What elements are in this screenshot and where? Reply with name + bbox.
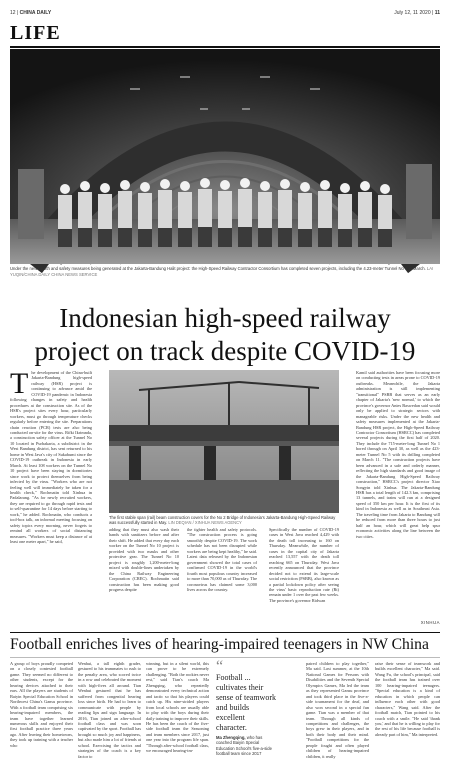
secondary-photo bbox=[109, 370, 339, 513]
masthead-left bbox=[10, 10, 51, 16]
photo-credit: LAI YUQIN/CHINA DAILY CHINA NEWS SERVICE bbox=[10, 266, 434, 277]
secondary-photo-caption bbox=[109, 515, 339, 526]
article-column-4 bbox=[269, 527, 339, 603]
masthead bbox=[10, 8, 440, 20]
drop-cap: T bbox=[10, 367, 29, 400]
lead-photo-caption bbox=[10, 266, 440, 277]
secondary-caption-text: The first stable span (rail) beam construction covers for the No 2 Bridge of Indonesia's Jakarta-Bandung High-Speed Railway was successfully started in May. bbox=[109, 515, 336, 526]
article-body bbox=[10, 367, 440, 632]
column-2-text: adding that they must also wash their hands with sanitizers before and after their shift. He added that every day each worker on the Tunnel No 10 project is provided with two masks and other protective gear. The Tunnel No 10 project is roughly 1,200-meter-long mixed with double-lines undertaken by the China Railway Engineering Corporation (CREC). Rochmatin said construction has been making good progress despite bbox=[109, 527, 179, 592]
article-2-headline: Football enriches lives of hearing-impaired teenagers in NW China bbox=[10, 636, 429, 653]
issue-date: July 12, 11 2020 bbox=[394, 10, 431, 16]
article-2-column-5 bbox=[375, 661, 440, 737]
article-column-5 bbox=[356, 370, 440, 539]
article-byline: XINHUA bbox=[420, 620, 440, 625]
column-5-text: Kamil said authorities have been focusing more on conducting tests in areas prone to COVID-19 outbreaks. Meanwhile, the Jakarta administration is still implementing "transitional" PSBB that serves as an early chapter of Jakarta's 'new normal,' to which the province's governor Anies Baswedan said would only be applied to strategic sectors with manageable risks. Under the new health and safety measures implemented at the Jakarta-Bandung HSR project, the High-Speed Railway Contractor Consortium (HSRCC) has completed several projects during the first half of 2020. They include the 715-meter-long Tunnel No 1 bored through on April 30, as well as the 423-meter Tunnel No 5 with its drilling completed on March 11. "The construction projects have been advanced in a safe and orderly manner, reflecting the high standards and good image of the Jakarta-Bandung High-Speed Railway construction," HSRCC's project director Xiao Songyin told Xinhua. The Jakarta-Bandung HSR has a total length of 142.3 km, comprising 13 tunnels, and trains will run at a designed speed of 350 km per hour. It is the first of its kind in Indonesia as well as in Southeast Asia. The traveling time from Jakarta to Bandung will be reduced from more than three hours to just half an hour, which will great help spur economic activities along the line between the two cities. bbox=[356, 370, 440, 539]
article-2-body bbox=[10, 658, 440, 759]
page-number-right: 11 bbox=[434, 10, 440, 16]
headline-line-2: project on track despite COVID-19 bbox=[34, 336, 416, 366]
article-2-column-2 bbox=[78, 661, 141, 759]
article-2-rule bbox=[10, 657, 440, 658]
section-rule bbox=[10, 46, 440, 48]
headline-line-1: Indonesian high-speed railway bbox=[59, 303, 391, 333]
pull-quote-author: Ma Zhengqing, bbox=[216, 735, 246, 740]
caption-text: Under the new health and safety measures being generated at the Jakarta-Bandung Halit project: the High-Speed Railway Contractor Consortium has completed seven projects, including the 4.23-meter Tunnel No 5 in March. bbox=[10, 266, 426, 271]
article-headline bbox=[20, 302, 430, 368]
publication-name: CHINA DAILY bbox=[19, 10, 52, 16]
rail-beam-photo bbox=[109, 370, 339, 513]
pipe-divider: | bbox=[16, 10, 20, 16]
article-2-column-4 bbox=[306, 661, 369, 759]
masthead-right bbox=[394, 10, 440, 16]
secondary-photo-credit: LIN DEQIAN / XINHUA NEWS AGENCY bbox=[168, 520, 242, 526]
article-column-1 bbox=[10, 367, 92, 545]
article-2-column-4-text: paired children to play together," Ma said. Last summer, at the 10th National Games for Persons with Disabilities and the Seventh Special Olympics Games, Ma led the team as they represented Gansu province and took third place in the five-a-side tournament for the deaf, and also won second in a special fun game. Tian was a member of that team. Through all kinds of competitions and challenges, the boys grew in their players, and in both their body and their mind. "Football competitions for the people fought and often played children of hearing-impaired children, it really bbox=[306, 661, 369, 759]
pull-quote-attribution bbox=[216, 735, 276, 757]
page-number: 12 bbox=[10, 10, 16, 16]
article-2-column-3 bbox=[146, 661, 209, 754]
article-2-column-1 bbox=[10, 661, 73, 748]
article-2-column-5-text: raise their sense of teamwork and builds excellent character," Ma said. Wang Fu, the school's principal, said the football team has trained over 100 hearing-impaired teenagers. "Special education is a kind of education in which people can influence each other with good characters," Wang said. After the football match, Tian pointed to his coach with a smile. "He said 'thank you,' and that he is willing to play for the rest of his life because football is already part of him," Ma interpreted. bbox=[375, 661, 440, 737]
article-2-column-1-text: A group of boys proudly competed on a closely contested football game. They seemed no different to other students, except for the hearing devices attached to their ears. All the players are students of Baiyin Special Education School in Northwest China's Gansu province. With a football team comprising six hearing-impaired members, the team have together learned numerous skills and enjoyed their first football practice three years ago. After leaving their hometowns, they took up training with a teacher who bbox=[10, 661, 73, 748]
article-column-3 bbox=[187, 527, 257, 592]
pull-quote bbox=[216, 658, 276, 757]
pipe-divider: | bbox=[432, 10, 435, 16]
article-2-column-3-text: winning, but in a silent world, this can prove to be extremely challenging. "Both the rookies never rest," said Tian's coach Ma Zhengqing, who repeatedly demonstrated every technical action and tactic so that his players could catch up. His nine-strided players from local schools are usually able to play with the boys during their daily training to improve their skills. He has been the coach of the five-side football team the Seasoning and team members since 2017, just one year into the program life span. "Through after-school football class, we encouraged hearing-im- bbox=[146, 661, 210, 754]
column-4-text: Specifically the number of COVID-19 cases in West Java reached 4,429 with the death toll increasing to 160 on Thursday. Meanwhile, the number of cases in the capital city of Jakarta reached 13,557 with the death toll reaching 665 on Thursday. West Java recently announced that the province decided not to extend its large-scale social restriction (PSBB), also known as a partial lockdown policy after seeing the virus' basic reproduction rate (Rt) remain under 1 over the past few weeks. The province's governor Ridwan bbox=[269, 527, 339, 603]
pull-quote-author-detail: who has coached Baiyin Special Education School's five-a-side football team since 2017 bbox=[216, 735, 272, 757]
quote-mark-icon: “ bbox=[216, 658, 224, 675]
column-3-text: the tighter health and safety protocols. "The construction process is going smoothly despite COVID-19. The work schedule has not been disrupted while workers are being kept healthy," he said. Latest data released by the Indonesian government showed the total cases of confirmed COVID-19 in the world's fourth most populous country increased to more than 70,000 as of Thursday. The coronavirus has claimed some 3,000 lives across the country. bbox=[187, 527, 257, 592]
tunnel-group-photo bbox=[10, 49, 440, 264]
article-column-2 bbox=[109, 527, 179, 592]
article-2-column-2-text: Wenhui, a tall eighth grader, gestured to his teammates to rush to the penalty area, who scored twice in a row and celebrated the moment with high-fives all around. Tian Wenhui gestured that he has suffered from congenital hearing loss since birth. He had to learn to communicate with people by reading lips and sign language. In 2016, Tian joined an after-school football class and was soon captivated by the sport. Football has brought so much joy and happiness, but also made him a lot of friends at school. Exercising the tactics and strategies of the coach is a key factor to bbox=[78, 661, 141, 759]
section-title: LIFE bbox=[10, 22, 61, 44]
lead-photo bbox=[10, 49, 440, 264]
pull-quote-text: Football ... cultivates their sense of teamwork and builds excellent character. bbox=[216, 673, 276, 732]
column-1-text: he development of the China-built Jakarta-Bandung high-speed railway (HSR) project is continuing to advance amid the COVID-19 pandemic in Indonesia following changes in safety and health procedures at the construction site. As of the HSR's project sites every hour, particularly workers, must go through temperature checks regularly before entering the site. Preparations chain reaction (PCR) tests are also being conducted on-site for the virus. Rifki Ikrimnda, a construction safety officer at the Tunnel No 10 located in Purbakarta, a subdistrict in the West Bandung district, has sent returned to his home in West Java's city of Sukabumi since the COVID-19 outbreak in Indonesia in early March. At least 108 workers on the Tunnel No 10 project have been staying in dormitories since work to protect themselves from being infected by the virus. "Workers who are not feeling well will immediately be taken for a health check," Rochmatin told Xinhua in Padalarang. "As for newly recruited workers, they are required to go through rapid tests and to self-quarantine for 14 days before starting to work," he added. Rochmatin, who conducts a tool-box talk, an informal meeting focusing on safety topics every morning, never forgets to remind all workers of social distancing measures. "Workers must keep a distance of at least one meter apart," he said, bbox=[10, 370, 92, 545]
article-divider bbox=[10, 632, 440, 633]
